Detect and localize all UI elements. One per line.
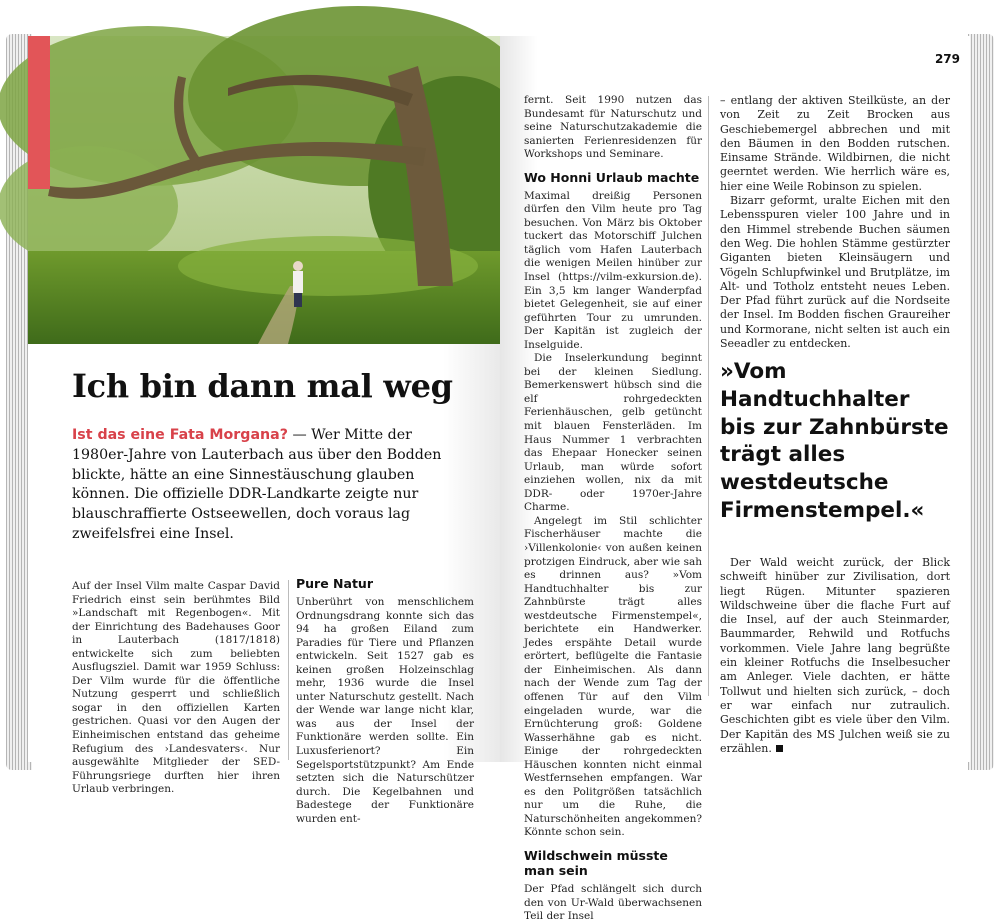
chapter-color-tab: [28, 36, 50, 189]
lead-text: — Wer Mitte der 1980er-Jahre von Lauterbach aus über den Bodden blickte, hätte an eine Sinnestäuschung glauben können. Die offizielle DDR-Landkarte zeigte nur blauschraffierte Ostseewellen, doch voraus lag zweifelsfrei eine Insel.: [72, 427, 442, 542]
heading-wo-honni: Wo Honni Urlaub machte: [524, 169, 700, 185]
lead-paragraph: [72, 426, 472, 545]
page-number: 279: [934, 52, 960, 66]
paragraph-closing: [720, 556, 950, 756]
article-headline: Ich bin dann mal weg: [72, 367, 453, 405]
left-page: [28, 36, 500, 825]
heading-pure-natur: Pure Natur: [296, 576, 373, 591]
column-divider: [288, 580, 289, 760]
left-column-1: [72, 580, 280, 797]
right-column-divider: [708, 96, 709, 696]
paragraph-path: Der Pfad schlängelt sich durch den von Ur-Wald überwachsenen Teil der Insel: [524, 882, 702, 923]
pull-quote: »Vom Handtuchhalter bis zur Zahnbürste trägt alles westdeutsche Firmenstempel.«: [720, 359, 949, 523]
oak-forest-photo: [28, 36, 500, 344]
heading-wildschwein: Wildschwein müsste man sein: [524, 847, 668, 878]
page-edges-right: [968, 34, 994, 770]
paragraph-eichen: Bizarr geformt, uralte Eichen mit den Lebensspuren vieler 100 Jahre und in den Himmel strebende Buchen säumen den Weg. Die hohlen Stämme gestürzter Giganten bieten Kleinsäugern und Vögeln Schlupfwinkel und Brutplätze, im Alt- und Totholz entsteht neues Leben. Der Pfad führt zurück auf die Nordseite der Insel. Im Bodden fischen Graureiher und Kormorane, nicht selten ist auch ein Seeadler zu entdecken.: [720, 194, 950, 351]
right-column-1-intro: fernt. Seit 1990 nutzen das Bundesamt für Naturschutz und seine Naturschutzakademie die sanierten Ferienresidenzen für Workshops und Seminare.: [524, 94, 702, 161]
closing-text: Der Wald weicht zurück, der Blick schweift hinüber zur Zivilisation, dort liegt Rügen. Mitunter spazieren Wildschweine über die flache Furt auf die Insel, auf der auch Steinmarder, Baummarder, Rehwild und Rotfuchs vorkommen. Viele Jahre lang begrüßte ein kleiner Rotfuchs die Inselbesucher am Anleger. Viele dachten, er hätte Tollwut und hielten sich zurück, – doch er war einfach nur zutraulich. Geschichten gibt es viele über den Vilm. Der Kapitän des MS Julchen weiß sie zu erzählen.: [720, 556, 950, 755]
lead-question: Ist das eine Fata Morgana?: [72, 427, 288, 443]
left-column-2-text: Unberührt von menschlichem Ordnungsdrang konnte sich das 94 ha großen Eiland zum Paradies für Tiere und Pflanzen entwickeln. Seit 1527 gab es keinen großen Holzeinschlag mehr, 1936 wurde die Insel unter Naturschutz gestellt. Nach der Wende war lange nicht klar, was aus der Insel der Funktionäre werden sollte. Ein Luxusferienort? Ein Segelsportstützpunkt? Am Ende setzten sich die Naturschützer durch. Die Kegelbahnen und Badestege der Funktionäre wurden ent-: [296, 596, 474, 825]
left-column-1-text: Auf der Insel Vilm malte Caspar David Friedrich einst sein berühmtes Bild »Landschaft mit Regenbogen«. Mit der Einrichtung des Badehauses Goor in Lauterbach (1817/1818) entwickelte sich zum beliebten Ausflugsziel. Damit war 1959 Schluss: Der Vilm wurde für die öffentliche Nutzung gesperrt und schließlich sogar in den offiziellen Karten gestrichen. Quasi vor den Augen der Einheimischen entstand das geheime Refugium des ›Landesvaters‹. Nur ausgewählte Mitglieder der SED-Führungsriege durften hier ihren Urlaub verbringen.: [72, 580, 280, 796]
paragraph-visit: Maximal dreißig Personen dürfen den Vilm heute pro Tag besuchen. Von März bis Oktober tuckert das Motorschiff Julchen täglich vom Hafen Lauterbach die wenigen Meilen hinüber zur Insel (https://vilm-exkursion.de). Ein 3,5 km langer Wanderpfad bietet Gelegenheit, sie auf einer geführten Tour zu umrunden. Der Kapitän ist zugleich der Inselguide.: [524, 189, 702, 351]
paragraph-settlement: Die Inselerkundung beginnt bei der kleinen Siedlung. Bemerkenswert hübsch sind die elf rohrgedeckten Ferienhäuschen, gelb getüncht mit blauen Fensterläden. Im Haus Nummer 1 verbrachten das Ehepaar Honecker seinen Urlaub, man würde sofort einziehen wollen, nix da mit DDR- oder 1970er-Jahre Charme.: [524, 352, 702, 514]
paragraph-steilkueste: – entlang der aktiven Steilküste, an der von Zeit zu Zeit Brocken aus Geschiebemergel abbrechen und mit den Bäumen in den Bodden rutschen. Einsame Strände. Wildbirnen, die nicht geerntet werden. Wie herrlich wäre es, hier eine Weile Robinson zu spielen.: [720, 94, 950, 193]
right-column-2-top: [720, 94, 950, 351]
right-page: [500, 36, 970, 923]
left-column-2: [296, 576, 474, 826]
right-column-2-bottom: [720, 556, 950, 756]
end-mark-icon: [776, 745, 783, 752]
right-column-1: [524, 94, 702, 924]
paragraph-villenkolonie: Angelegt im Stil schlichter Fischerhäuser machte die ›Villenkolonie‹ von außen keinen protzigen Eindruck, aber wie sah es drinnen aus? »Vom Handtuchhalter bis zur Zahnbürste trägt alles westdeutsche Firmenstempel«, berichtete ein Handwerker. Jedes erspähte Detail wurde erörtert, beflügelte die Fantasie der Einheimischen. Als dann nach der Wende zum Tag der offenen Tür auf den Vilm eingeladen wurde, war die Ernüchterung groß: Goldene Wasserhähne gab es nicht. Einige der rohrgedeckten Häuschen konnten nicht einmal Westfernsehen empfangen. War es den Politgrößen tatsächlich nur um die Ruhe, die Naturschönheiten angekommen? Könnte schon sein.: [524, 514, 702, 839]
photo-illustration: [28, 36, 500, 344]
